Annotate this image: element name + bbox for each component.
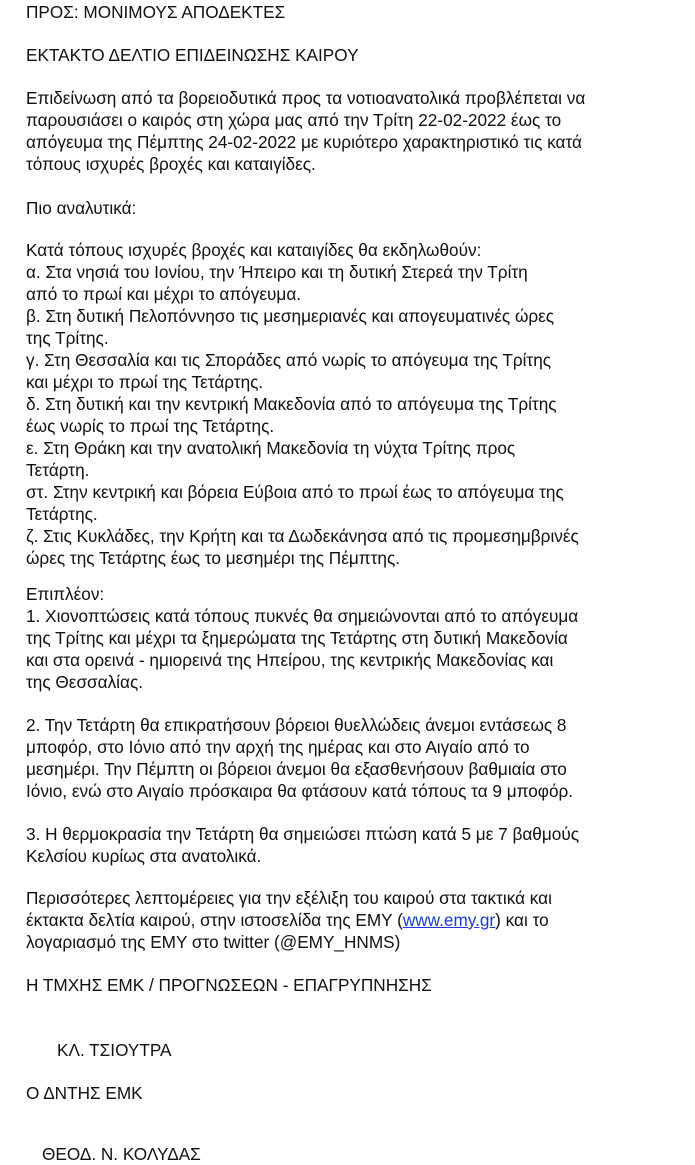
rain-list-line: β. Στη δυτική Πελοπόννησο τις μεσημεριανές και απογευματινές ώρες — [26, 306, 555, 326]
rain-list-line: Κατά τόπους ισχυρές βροχές και καταιγίδες θα εκδηλωθούν: — [26, 240, 482, 260]
point-1-line: της Τρίτης και μέχρι τα ξημερώματα της Τετάρτης στη δυτική Μακεδονία — [26, 628, 568, 648]
recipients-line: ΠΡΟΣ: ΜΟΝΙΜΟΥΣ ΑΠΟΔΕΚΤΕΣ — [26, 2, 286, 22]
signatory-1: ΚΛ. ΤΣΙΟΥΤΡΑ — [57, 1040, 172, 1060]
rain-list-line: γ. Στη Θεσσαλία και τις Σποράδες από νωρίς το απόγευμα της Τρίτης — [26, 350, 552, 370]
rain-list-line: και μέχρι το πρωί της Τετάρτης. — [26, 372, 264, 392]
rain-list-line: ε. Στη Θράκη και την ανατολική Μακεδονία τη νύχτα Τρίτης προς — [26, 438, 516, 458]
point-3-line: Κελσίου κυρίως στα ανατολικά. — [26, 846, 262, 866]
point-2-line: Ιόνιο, ενώ στο Αιγαίο πρόσκαιρα θα φτάσουν κατά τόπους τα 9 μποφόρ. — [26, 781, 574, 801]
intro-line-4: τόπους ισχυρές βροχές και καταιγίδες. — [26, 154, 316, 174]
rain-list-line: Τετάρτη. — [26, 460, 90, 480]
rain-list-line: δ. Στη δυτική και την κεντρική Μακεδονία από το απόγευμα της Τρίτης — [26, 394, 557, 414]
emy-website-link[interactable]: www.emy.gr — [402, 910, 496, 930]
rain-list-line: στ. Στην κεντρική και βόρεια Εύβοια από το πρωί έως το απόγευμα της — [26, 482, 564, 502]
point-1-line: της Θεσσαλίας. — [26, 672, 143, 692]
intro-line-2: παρουσιάσει ο καιρός στη χώρα μας από την Τρίτη 22-02-2022 έως το — [26, 110, 562, 130]
rain-list-line: ζ. Στις Κυκλάδες, την Κρήτη και τα Δωδεκάνησα από τις προμεσημβρινές — [26, 526, 579, 546]
intro-line-3: απόγευμα της Πέμπτης 24-02-2022 με κυριότερο χαρακτηριστικό τις κατά — [26, 132, 582, 152]
rain-list-line: ώρες της Τετάρτης έως το μεσημέρι της Πέμπτης. — [26, 548, 401, 568]
director-title: Ο ΔΝΤΗΣ ΕΜΚ — [26, 1083, 143, 1103]
point-1-line: 1. Χιονοπτώσεις κατά τόπους πυκνές θα σημειώνονται από το απόγευμα — [26, 606, 579, 626]
point-2-line: 2. Την Τετάρτη θα επικρατήσουν βόρειοι θυελλώδεις άνεμοι εντάσεως 8 — [26, 715, 567, 735]
intro-line-1: Επιδείνωση από τα βορειοδυτικά προς τα νοτιοανατολικά προβλέπεται να — [26, 88, 586, 108]
more-info-line-2 — [26, 909, 549, 931]
bulletin-title: ΕΚΤΑΚΤΟ ΔΕΛΤΙΟ ΕΠΙΔΕΙΝΩΣΗΣ ΚΑΙΡΟΥ — [26, 45, 359, 65]
more-info-text: ) και το — [495, 910, 549, 930]
signatory-2: ΘΕΟΔ. Ν. ΚΟΛΥΔΑΣ — [42, 1144, 201, 1164]
more-info-line-3: λογαριασμό της ΕΜΥ στο twitter (@EMY_HNMS) — [26, 932, 401, 952]
additional-heading: Επιπλέον: — [26, 584, 105, 604]
rain-list-line: α. Στα νησιά του Ιονίου, την Ήπειρο και τη δυτική Στερεά την Τρίτη — [26, 262, 528, 282]
rain-list-line: Τετάρτης. — [26, 504, 98, 524]
point-1-line: και στα ορεινά - ημιορεινά της Ηπείρου, της κεντρικής Μακεδονίας και — [26, 650, 554, 670]
point-3-line: 3. Η θερμοκρασία την Τετάρτη θα σημειώσει πτώση κατά 5 με 7 βαθμούς — [26, 824, 580, 844]
rain-list-line: από το πρωί και μέχρι το απόγευμα. — [26, 284, 302, 304]
more-info-text: έκτακτα δελτία καιρού, στην ιστοσελίδα της ΕΜΥ ( — [26, 910, 403, 930]
department-line: Η ΤΜΧΗΣ ΕΜΚ / ΠΡΟΓΝΩΣΕΩΝ - ΕΠΑΓΡΥΠΝΗΣΗΣ — [26, 975, 432, 995]
point-2-line: μποφόρ, στο Ιόνιο από την αρχή της ημέρας και στο Αιγαίο από το — [26, 737, 530, 757]
rain-list-line: της Τρίτης. — [26, 328, 109, 348]
details-heading: Πιο αναλυτικά: — [26, 198, 137, 218]
rain-list-line: έως νωρίς το πρωί της Τετάρτης. — [26, 416, 275, 436]
more-info-line-1: Περισσότερες λεπτομέρειες για την εξέλιξη του καιρού στα τακτικά και — [26, 888, 552, 908]
point-2-line: μεσημέρι. Την Πέμπτη οι βόρειοι άνεμοι θα εξασθενήσουν βαθμιαία στο — [26, 759, 567, 779]
